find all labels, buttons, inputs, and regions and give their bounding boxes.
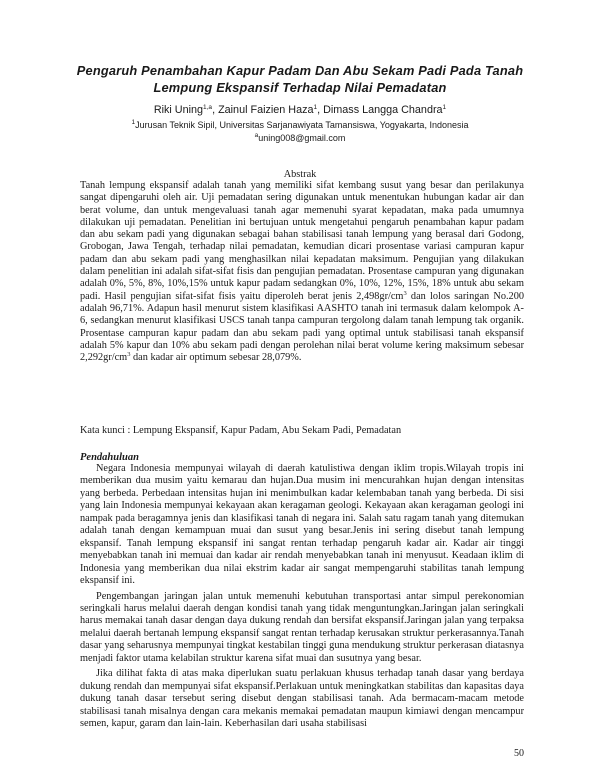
abstract-part-1: Tanah lempung ekspansif adalah tanah yang memiliki sifat kembang susut yang besar dan perilakunya sangat dipengaruhi oleh air. Uji pemadatan sering digunakan untuk menentukan hubungan kadar air dan berat volume, dan untuk mengevaluasi tanah agar memenuhi syarat kepadatan, maka pada umumnya dilakukan uji pemadatan. Penelitian ini bertujuan untuk mengetahui pengaruh penambahan kapur padam dan abu sekam padi yang digunakan sebagai bahan stabilisasi tanah lempung yang berasal dari Godong, Grobogan, Jawa Tengah, terhadap nilai pemadatan, kemudian dicari prosentase variasi campuran kapur padam dan abu sekam padi yang menghasilkan nilai kepadatan maksimum. Pengujian yang dilakukan dalam penelitian ini adalah sifat-sifat fisis dan pengujian pemadatan. Prosentase campuran yang digunakan adalah 0%, 5%, 8%, 10%,15% untuk kapur padam sedangkan 0%, 10%, 12%, 15%, 18% untuk abu sekam padi. Hasil pengujian sifat-sifat fisis yaitu diperoleh berat jenis 2,498gr/cm (80, 180, 524, 302)
author-email (60, 132, 540, 145)
page-number: 50 (514, 748, 524, 759)
keywords: Kata kunci : Lempung Ekspansif, Kapur Padam, Abu Sekam Padi, Pemadatan (80, 425, 402, 436)
body-text (80, 463, 524, 734)
paragraph: Pengembangan jaringan jalan untuk memenuhi kebutuhan transportasi antar simpul perekonomian seringkali harus melalui daerah dengan kondisi tanah yang tidak menguntungkan.Jaringan jalan seringkali harus memakai tanah dasar dengan daya dukung rendah dan bersifat ekspansif.Jaringan jalan yang terpaksa melalui daerah bertanah lempung ekspansif sangat rentan terhadap kerusakan struktur perkerasannya.Tanah dasar yang seharusnya mempunyai tingkat kestabilan tinggi guna mendukung struktur perkerasan diatasnya menjadi faktor utama kelabilan struktur karena sifat muai dan susutnya yang besar. (80, 590, 524, 664)
affiliation-block (60, 119, 540, 145)
author-superscript: 1,a (203, 104, 213, 111)
abstract-part-3: dan kadar air optimum sebesar 28,079%. (130, 352, 302, 364)
email-superscript: a (254, 132, 259, 139)
abstract-text (80, 180, 524, 364)
paragraph: Jika dilihat fakta di atas maka diperlukan suatu perlakuan khusus terhadap tanah dasar yang berdaya dukung rendah dan mempunyai sifat ekspansif.Perlakuan untuk meningkatkan stabilitas dan kapasitas daya dukung tanah dasar tersebut sering disebut dengan stabilisasi tanah. Ada bermacam-macam metode stabilisasi tanah misalnya dengan cara mekanis memakai pemadatan maupun kimiawi dengan mencampur semen, kapur, garam dan lain-lain. Keberhasilan dari usaha stabilisasi (80, 668, 524, 730)
affiliation-superscript: 1 (131, 119, 136, 126)
affiliation-text: Jurusan Teknik Sipil, Universitas Sarjanawiyata Tamansiswa, Yogyakarta, Indonesia (135, 120, 469, 130)
title-line-2: Lempung Ekspansif Terhadap Nilai Pemadatan (153, 80, 447, 95)
affiliation (60, 119, 540, 132)
email-text: uning008@gmail.com (258, 133, 346, 143)
paper-title (60, 62, 540, 96)
title-line-1: Pengaruh Penambahan Kapur Padam Dan Abu Sekam Padi Pada Tanah (76, 63, 524, 78)
abstract-part-2: dan lolos saringan No.200 adalah 96,71%. Adapun hasil menurut sistem klasifikasi AASHTO tanah ini termasuk dalam kelompok A-6, sedangkan menurut klasifikasi USCS tanah tanpa campuran tergolong dalam tanah lempung tak organik. Prosentase campuran kapur padam dan abu sekam padi yang optimal untuk stabilisasi tanah ekspansif adalah 5% kapur dan 10% abu sekam padi dengan perolehan nilai berat volume kering maksimum sebesar 2,292gr/cm (80, 290, 524, 364)
unit-superscript: 3 (403, 289, 407, 297)
author-superscript: 1 (442, 104, 447, 111)
author-name: Riki Uning (153, 104, 204, 116)
author-name: Zainul Faizien Haza (218, 104, 314, 116)
author-list: Riki Uning$^{1,a}$, Zainul Faizien Haza$^1$, Dimass Langga Chandra$^1$ (153, 104, 447, 116)
abstract-heading: Abstrak (283, 169, 317, 180)
paragraph: Negara Indonesia mempunyai wilayah di daerah katulistiwa dengan iklim tropis.Wilayah tropis ini memberikan dua musim yaitu kemarau dan hujan.Dua musim ini mencurahkan hujan dengan intensitas yang berbeda. Perbedaan intensitas hujan ini menimbulkan kadar kelembaban tanah yang berbeda. Di sisi yang lain Indonesia mempunyai kekayaan akan keragaman geologi. Kekayaan akan keragaman geologi ini nampak pada beragamnya jenis dan klasifikasi tanah di negara ini. Salah satu ragam tanah yang ditemukan adalah tanah dengan kemampuan muai dan susut yang besar.Jenis ini sering disebut tanah lempung ekspansif. Tanah lempung ekspansif ini sangat rentan terhadap pengaruh kadar air. Kadar air tinggi menyebabkan tanah ini memuai dan kadar air rendah menyebabkan tanah ini menyusut. Keadaan iklim di Indonesia yang memberikan dua nilai ekstrim kadar air sangat mempengaruhi stabilitas tanah lempung ekspansif ini. (80, 463, 524, 587)
author-name: Dimass Langga Chandra (323, 104, 443, 116)
author-superscript: 1 (313, 104, 318, 111)
section-heading: Pendahuluan (80, 452, 139, 463)
unit-superscript: 3 (127, 351, 131, 359)
